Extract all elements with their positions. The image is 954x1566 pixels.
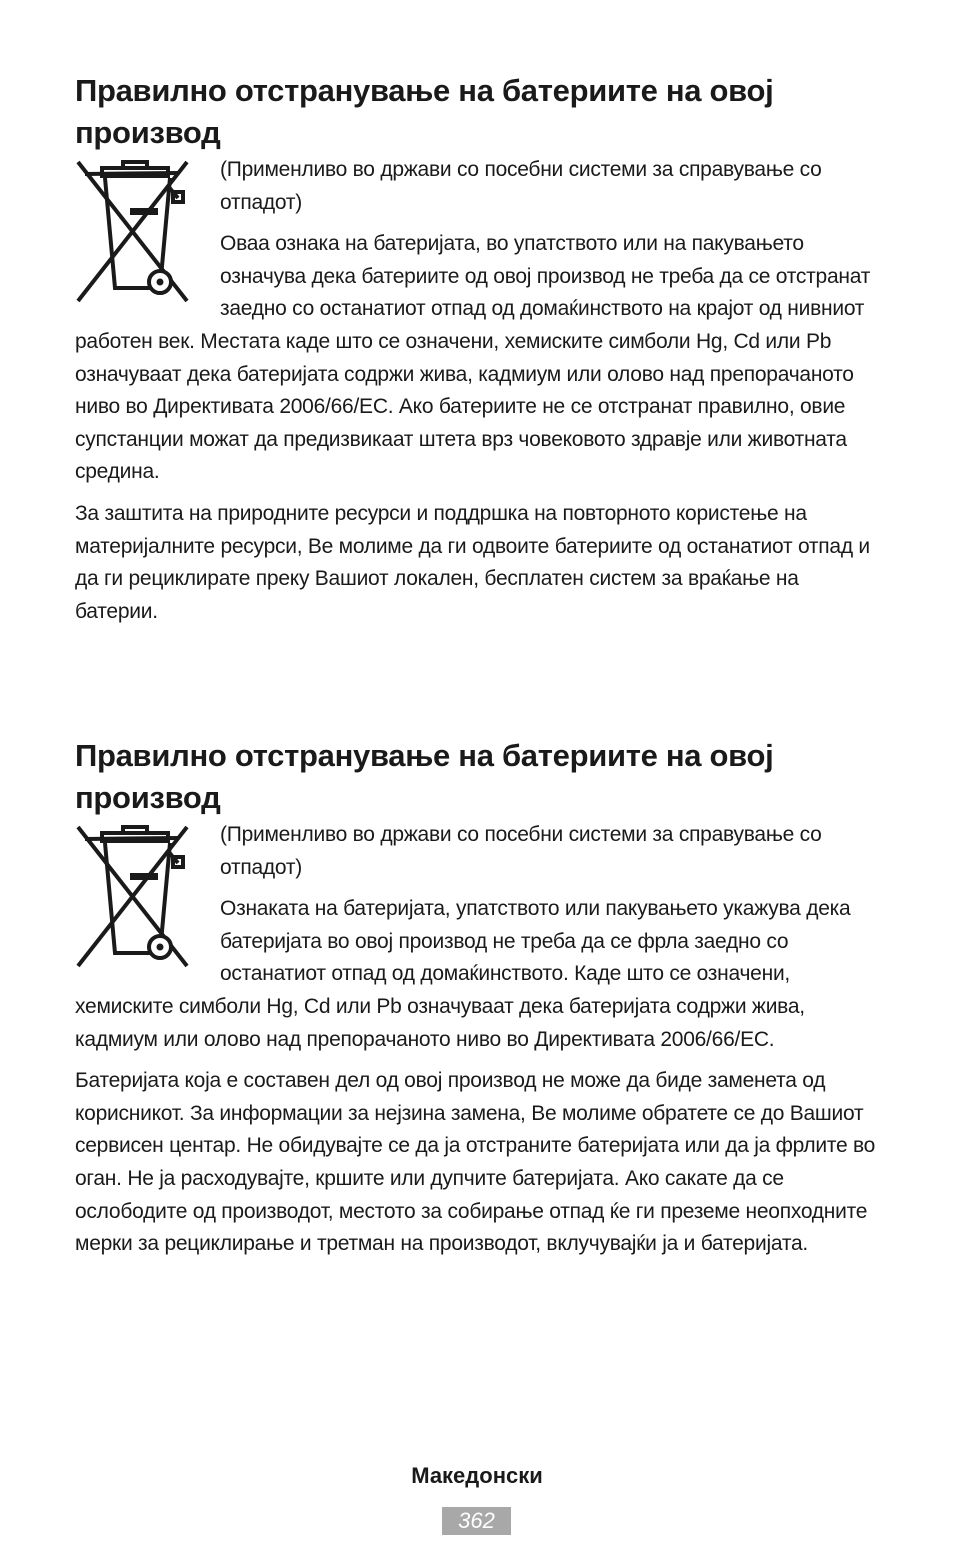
recycling-paragraph: За заштита на природните ресурси и поддршка на повторното користење на материјалните ресурси, Ве молиме да ги одвоите батериите од останатиот отпад и да ги рециклирате преку Вашиот локален, бесплатен систем за враќање на батерии. [75, 501, 870, 623]
battery-disposal-section-2 [75, 735, 885, 1270]
section-title: Правилно отстранување на батериите на овој производ [75, 73, 774, 150]
crossed-out-wheelie-bin-icon [75, 821, 190, 971]
footer-language: Македонски [411, 1463, 543, 1488]
page-number-badge: 362 [442, 1507, 511, 1535]
battery-disposal-section-1 [75, 70, 885, 637]
battery-marking-paragraph: Ознаката на батеријата, упатството или пакувањето укажува дека батеријата во овој производ не треба да се фрла заедно со останатиот отпад од домаќинството. Каде што се означени, хемиските симболи Hg, Cd или Pb означуваат дека батеријата содржи жива, кадмиум или олово над препорачаното ниво во Директивата 2006/66/EC. [75, 897, 851, 1051]
battery-marking-paragraph: Оваа ознака на батеријата, во упатството или на пакувањето означува дека батериите од овој производ не треба да се отстранат заедно со останатиот отпад од домаќинството на крајот од нивниот работен век. Местата каде што се означени, хемиските симболи Hg, Cd или Pb означуваат дека батеријата содржи жива, кадмиум или олово над препорачаното ниво во Директивата 2006/66/EC. Ако батериите не се отстранат правилно, овие супстанции можат да предизвикаат штета врз човековото здравје или животната средина. [75, 232, 871, 484]
section-title: Правилно отстранување на батериите на овој производ [75, 738, 774, 815]
applicability-note: (Применливо во држави со посебни системи за справување со отпадот) [220, 158, 822, 214]
crossed-out-wheelie-bin-icon [75, 156, 190, 306]
embedded-battery-paragraph: Батеријата која е составен дел од овој производ не може да биде заменета од корисникот. За информации за нејзина замена, Ве молиме обратете се до Вашиот сервисен центар. Не обидувајте се да ја отстраните батеријата или да ја фрлите во оган. Не ја расходувајте, кршите или дупчите батеријата. Ако сакате да се ослободите од производот, местото за собирање отпад ќе ги преземе неопходните мерки за рециклирање и третман на производот, вклучувајќи ја и батеријата. [75, 1069, 876, 1256]
applicability-note: (Применливо во држави со посебни системи за справување со отпадот) [220, 823, 822, 879]
